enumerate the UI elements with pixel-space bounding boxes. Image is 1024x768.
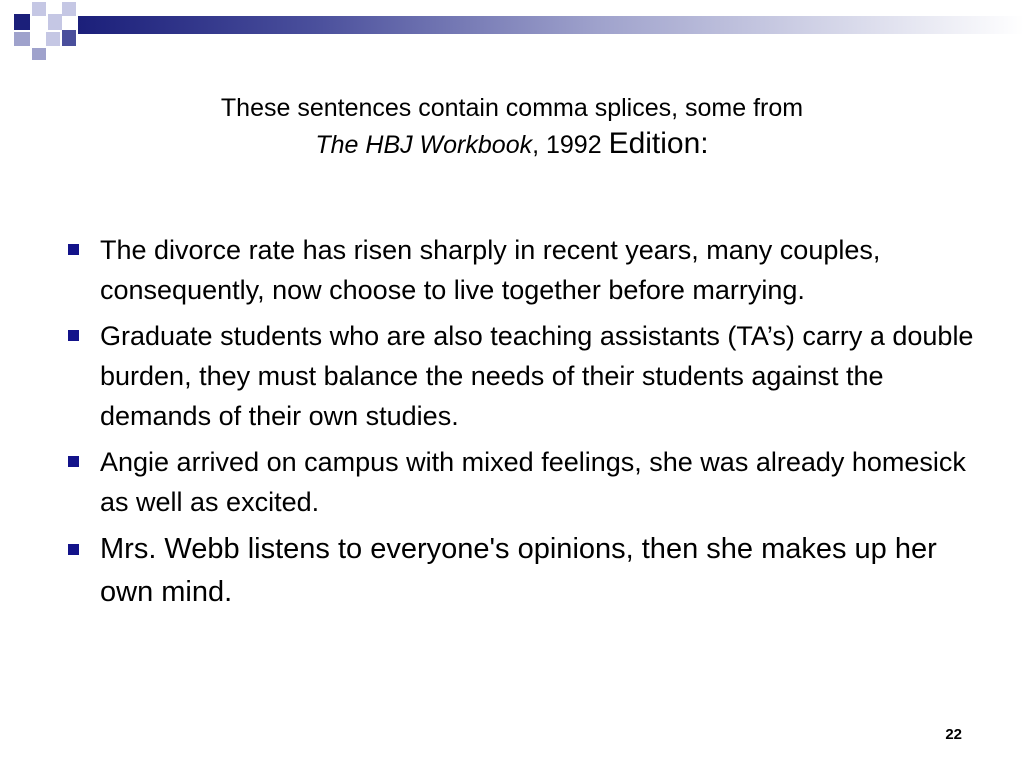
slide-title <box>0 90 1024 163</box>
title-line-1: These sentences contain comma splices, some from <box>220 94 804 122</box>
decor-square <box>48 14 62 30</box>
decor-square <box>32 48 46 60</box>
bullet-text: The divorce rate has risen sharply in recent years, many couples, consequently, now choose to live together before marrying. <box>100 235 881 305</box>
bullet-text: Mrs. Webb listens to everyone's opinions, then she makes up her own mind. <box>100 533 937 608</box>
square-bullet-icon <box>68 244 79 255</box>
bullet-text: Graduate students who are also teaching assistants (TA’s) carry a double burden, they must balance the needs of their students against the demands of their own studies. <box>100 321 974 431</box>
decor-square <box>14 14 30 30</box>
title-line-2 <box>0 126 1024 163</box>
decor-square <box>62 30 76 46</box>
square-bullet-icon <box>68 330 79 341</box>
bullet-item <box>62 528 982 614</box>
title-edition: Edition: <box>608 127 709 160</box>
book-title: The HBJ Workbook <box>315 131 533 159</box>
decor-square <box>46 32 60 46</box>
bullet-text: Angie arrived on campus with mixed feelings, she was already homesick as well as excited. <box>100 447 966 517</box>
square-bullet-icon <box>68 456 79 467</box>
bullet-item <box>62 230 982 310</box>
bullet-item <box>62 316 982 436</box>
header-gradient-band <box>78 16 1024 34</box>
bullet-item <box>62 442 982 522</box>
decor-square <box>32 2 46 16</box>
square-bullet-icon <box>68 544 79 555</box>
decor-square <box>62 2 76 16</box>
bullet-list <box>62 230 982 620</box>
decor-square <box>14 32 30 46</box>
header-decoration <box>0 0 1024 62</box>
page-number: 22 <box>945 726 962 743</box>
title-year: , 1992 <box>532 131 609 159</box>
